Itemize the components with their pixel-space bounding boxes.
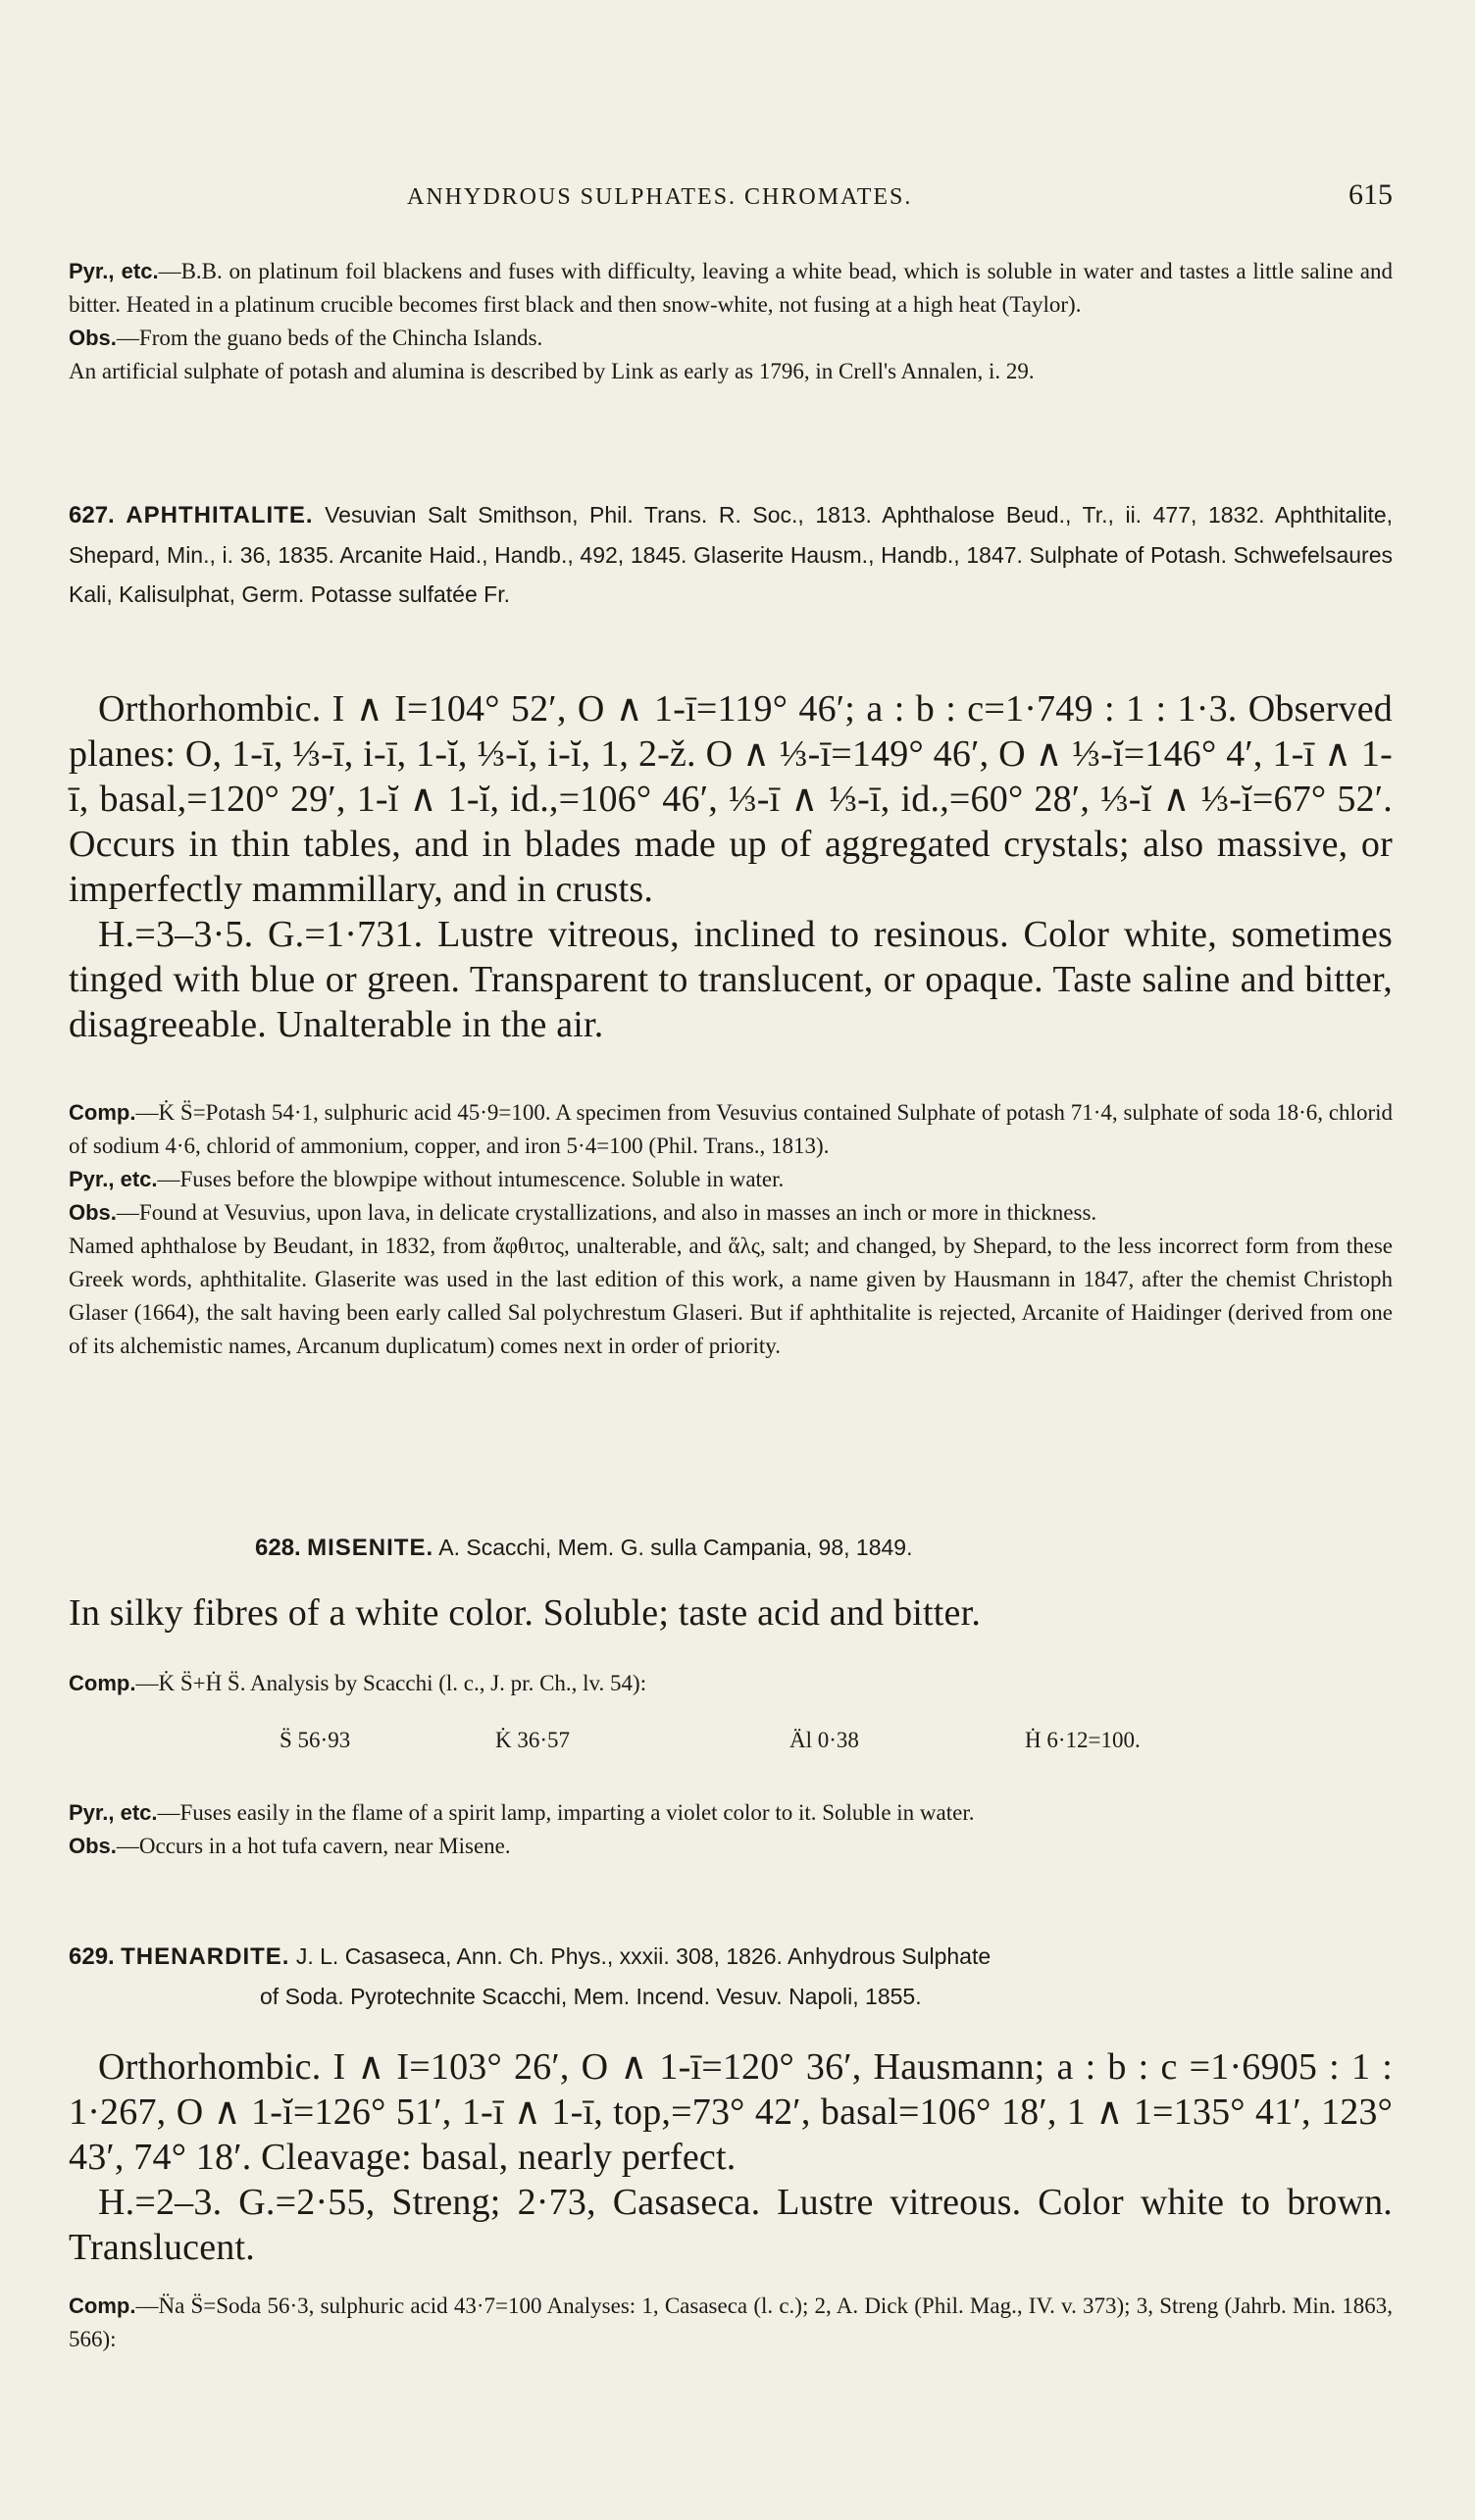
page-number: 615 [1348, 178, 1393, 211]
entry-number: 629. [69, 1943, 115, 1970]
entry-name: APHTHITALITE. [126, 502, 314, 529]
pyr-text: —Fuses easily in the flame of a spirit lamp, imparting a violet color to it. Soluble in water. [157, 1800, 975, 1825]
running-head: ANHYDROUS SULPHATES. CHROMATES. [407, 184, 913, 210]
pyr-text: —B.B. on platinum foil blackens and fuses with difficulty, leaving a white bead, which is soluble in water and tastes a little saline and bitter. Heated in a platinum crucible becomes first black and then snow-white, not fusing at a high heat (Taylor). [69, 259, 1393, 317]
pyr-label: Pyr., etc. [69, 1800, 158, 1825]
description-paragraph: In silky fibres of a white color. Soluble; taste acid and bitter. [69, 1592, 982, 1634]
entry-aphthitalite [69, 495, 1393, 614]
entry-name: MISENITE. [307, 1535, 434, 1561]
comp-text: —N̈a S̈=Soda 56·3, sulphuric acid 43·7=100 Analyses: 1, Casaseca (l. c.); 2, A. Dick (Phil. Mag., IV. v. 373); 3, Streng (Jahrb. Min. 1863, 566): [69, 2293, 1393, 2351]
entry-number: 628. [255, 1535, 301, 1561]
analysis-value: Äl 0·38 [789, 1728, 859, 1752]
entry-misenite [69, 1528, 1393, 1568]
analysis-value: S̈ 56·93 [280, 1728, 351, 1752]
aphthitalite-notes [69, 1096, 1393, 1363]
description-paragraph-2: H.=3–3·5. G.=1·731. Lustre vitreous, inclined to resinous. Color white, sometimes tinged with blue or green. Transparent to translucent, or opaque. Taste saline and bitter, disagreeable. Unalterable in the air. [69, 914, 1393, 1045]
intro-obs [69, 322, 1393, 355]
comp-text: —K̇ S̈=Potash 54·1, sulphuric acid 45·9=100. A specimen from Vesuvius contained Sulphate of potash 71·4, sulphate of soda 18·6, chlorid of sodium 4·6, chlorid of ammonium, copper, and iron 5·4=100 (Phil. Trans., 1813). [69, 1100, 1393, 1158]
intro-section [69, 255, 1393, 388]
intro-note: An artificial sulphate of potash and alumina is described by Link as early as 1796, in Crell's Annalen, i. 29. [69, 359, 1035, 383]
thenardite-synonymy-continued: of Soda. Pyrotechnite Scacchi, Mem. Incend. Vesuv. Napoli, 1855. [260, 1984, 922, 2009]
thenardite-heading [69, 1937, 1393, 1977]
pyr-text: —Fuses before the blowpipe without intumescence. Soluble in water. [157, 1167, 785, 1191]
entry-thenardite [69, 1937, 1393, 2016]
comp-paragraph [69, 2290, 1393, 2356]
thenardite-description [69, 2044, 1393, 2270]
thenardite-comp [69, 2290, 1393, 2356]
comp-paragraph [69, 1096, 1393, 1163]
pyr-paragraph [69, 1796, 1393, 1830]
obs-paragraph [69, 1196, 1393, 1230]
misenite-comp [69, 1667, 1393, 1700]
analysis-value: Ḣ 6·12=100. [1025, 1728, 1141, 1752]
analysis-value: K̇ 36·57 [495, 1728, 571, 1752]
aphthitalite-heading [69, 495, 1393, 614]
obs-text: —From the guano beds of the Chincha Islands. [116, 326, 543, 350]
obs-paragraph [69, 1830, 1393, 1863]
intro-pyr [69, 255, 1393, 322]
entry-synonymy: Vesuvian Salt Smithson, Phil. Trans. R. Soc., 1813. Aphthalose Beud., Tr., ii. 477, 1832. Aphthitalite, Shepard, Min., i. 36, 1835. Arcanite Haid., Handb., 492, 1845. Glaserite Hausm., Handb., 1847. Sulphate of Potash. Schwefelsaures Kali, Kalisulphat, Germ. Potasse sulfatée Fr. [69, 502, 1394, 607]
description-paragraph-1: Orthorhombic. I ∧ I=103° 26′, O ∧ 1-ī=120° 36′, Hausmann; a : b : c =1·6905 : 1 : 1·267, O ∧ 1-ĭ=126° 51′, 1-ī ∧ 1-ī, top,=73° 42′, basal=106° 18′, 1 ∧ 1=135° 41′, 123° 43′, 74° 18′. Cleavage: basal, nearly perfect. [69, 2046, 1393, 2178]
misenite-analysis [69, 1728, 1393, 1753]
entry-number: 627. [69, 502, 115, 529]
comp-text: —K̇ S̈+Ḣ S̈. Analysis by Scacchi (l. c., J. pr. Ch., lv. 54): [135, 1671, 647, 1695]
entry-synonymy: A. Scacchi, Mem. G. sulla Campania, 98, 1849. [438, 1535, 913, 1560]
entry-synonymy: J. L. Casaseca, Ann. Ch. Phys., xxxii. 308, 1826. Anhydrous Sulphate [295, 1943, 992, 1969]
comp-label: Comp. [69, 1100, 136, 1125]
pyr-paragraph [69, 1163, 1393, 1196]
named-paragraph: Named aphthalose by Beudant, in 1832, from ἄφθιτος, unalterable, and ἅλς, salt; and changed, by Shepard, to the less incorrect form from these Greek words, aphthitalite. Glaserite was used in the last edition of this work, a name given by Hausmann in 1847, after the chemist Christoph Glaser (1664), the salt having been early called Sal polychrestum Glaseri. But if aphthitalite is rejected, Arcanite of Haidinger (derived from one of its alchemistic names, Arcanum duplicatum) comes next in order of priority. [69, 1234, 1393, 1358]
obs-label: Obs. [69, 1200, 117, 1225]
aphthitalite-description [69, 686, 1393, 1047]
page-header [69, 178, 1393, 224]
misenite-notes [69, 1796, 1393, 1863]
description-paragraph-1: Orthorhombic. I ∧ I=104° 52′, O ∧ 1-ī=119° 46′; a : b : c=1·749 : 1 : 1·3. Observed planes: O, 1-ī, ⅓-ī, i-ī, 1-ĭ, ⅓-ĭ, i-ĭ, 1, 2-ž. O ∧ ⅓-ī=149° 46′, O ∧ ⅓-ĭ=146° 4′, 1-ī ∧ 1-ī, basal,=120° 29′, 1-ĭ ∧ 1-ĭ, id.,=106° 46′, ⅓-ī ∧ ⅓-ī, id.,=60° 28′, ⅓-ĭ ∧ ⅓-ĭ=67° 52′. Occurs in thin tables, and in blades made up of aggregated crystals; also massive, or imperfectly mammillary, and in crusts. [69, 688, 1393, 910]
obs-label: Obs. [69, 1834, 117, 1858]
comp-paragraph [69, 1667, 1393, 1700]
analysis-row [69, 1728, 1393, 1753]
pyr-label: Pyr., etc. [69, 1167, 158, 1191]
misenite-heading [69, 1528, 1393, 1568]
obs-text: —Found at Vesuvius, upon lava, in delicate crystallizations, and also in masses an inch or more in thickness. [116, 1200, 1097, 1225]
description-paragraph-2: H.=2–3. G.=2·55, Streng; 2·73, Casaseca. Lustre vitreous. Color white to brown. Translucent. [69, 2182, 1393, 2268]
comp-label: Comp. [69, 1671, 136, 1695]
obs-text: —Occurs in a hot tufa cavern, near Misene. [116, 1834, 511, 1858]
misenite-description [69, 1590, 1393, 1636]
pyr-label: Pyr., etc. [69, 259, 159, 283]
obs-label: Obs. [69, 326, 117, 350]
comp-label: Comp. [69, 2293, 136, 2318]
entry-name: THENARDITE. [121, 1943, 290, 1970]
